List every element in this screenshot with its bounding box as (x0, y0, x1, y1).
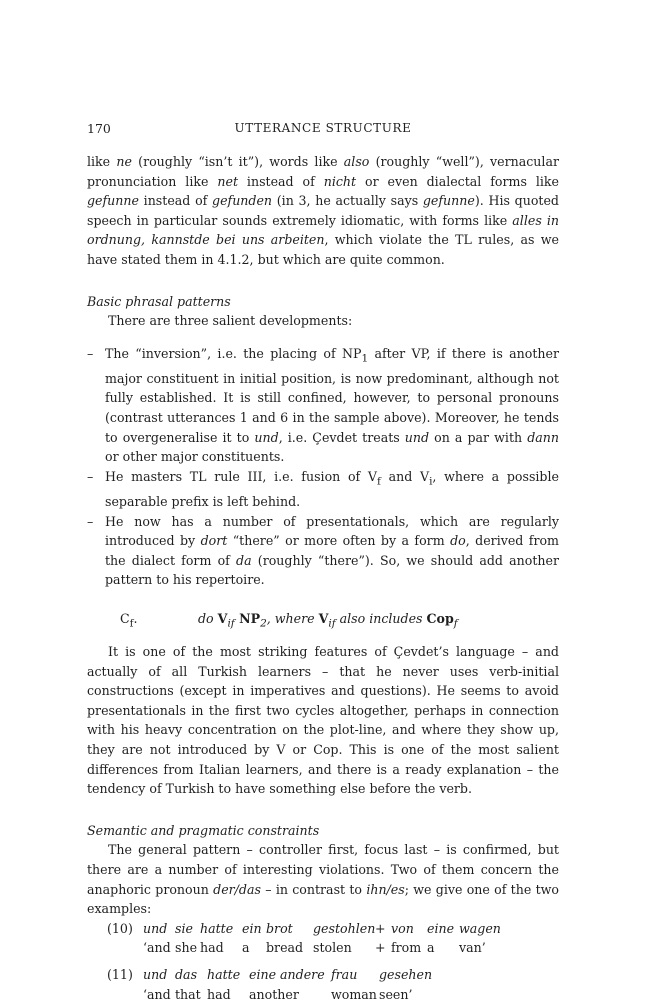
example-number: (10) (107, 920, 133, 936)
gloss-word: she (175, 940, 198, 956)
list-item: – He masters TL rule III, i.e. fusion of $V_f$ and $V_i$, where a possible separable prefix is left behind. (87, 467, 559, 512)
gloss-word: bread (266, 940, 304, 956)
gloss-word: a (427, 940, 435, 956)
list-item: – The “inversion”, i.e. the placing of $NP_1$ after VP, if there is another major constituent in initial position, is now predominant, although not fully established. It is still confined, however, to personal pronouns (contrast utterances 1 and 6 in the sample above). Moreover, he tends to overgeneralise it to und, i.e. Çevdet treats und on a par with dann or other major constituents. (87, 344, 559, 467)
gloss-word: stolen (313, 940, 352, 956)
section-heading-semantic-constraints: Semantic and pragmatic constraints (87, 822, 320, 838)
developments-list (87, 344, 559, 590)
example-11 (107, 965, 559, 1004)
gloss-word: ‘and (143, 940, 171, 956)
page-header (87, 121, 559, 139)
example-original (107, 965, 559, 985)
example-gloss (107, 985, 559, 1004)
example-word: hatte (200, 920, 234, 936)
paragraph-general-pattern: The general pattern – controller first, focus last – is confirmed, but there are a number of interesting violations. Two of them concern the anaphoric pronoun der/das – in contrast to ihn/es; we give one of the two examples: (87, 842, 559, 917)
pattern-formula: $C_f$. do $V_{if}$ $NP_2$, where $V_{if}$ also includes Cop$_f$ (120, 609, 559, 634)
gloss-word: another (249, 986, 299, 1002)
gloss-word: had (200, 940, 224, 956)
example-word: das (175, 966, 198, 982)
gloss-word: had (207, 986, 231, 1002)
gloss-word: seen’ (379, 986, 413, 1002)
example-word: eine (427, 920, 455, 936)
example-word: + (375, 920, 386, 936)
page-number: 170 (87, 121, 111, 136)
example-word: gestohlen (313, 920, 376, 936)
example-word: brot (266, 920, 293, 936)
example-10 (107, 919, 559, 958)
list-item: – He now has a number of presentationals, which are regularly introduced by dort “there” or more often by a form do, derived from the dialect form of da (roughly “there”). So, we should add another pattern to his repertoire. (87, 512, 559, 590)
example-word: von (391, 920, 414, 936)
formula-label: $C_f$. (120, 610, 138, 630)
example-word: wagen (459, 920, 501, 936)
example-gloss (107, 938, 559, 958)
running-title: UTTERANCE STRUCTURE (234, 121, 412, 135)
example-word: und (143, 920, 168, 936)
gloss-word: a (242, 940, 250, 956)
example-word: hatte (207, 966, 241, 982)
gloss-word: van’ (459, 940, 486, 956)
page-body (87, 152, 559, 1004)
example-word: frau (331, 966, 358, 982)
gloss-word: from (391, 940, 422, 956)
section-heading-basic-phrasal-patterns: Basic phrasal patterns (87, 293, 231, 309)
paragraph-verb-initial: It is one of the most striking features of Çevdet’s language – and actually of all Turkish learners – that he never uses verb-initial constructions (except in imperatives and questions). He seems to avoid presentationals in the first two cycles altogether, perhaps in connection with his heavy concentration on the plot-line, and where they show up, they are not introduced by V or Cop. This is one of the most salient differences from Italian learners, and there is a ready explanation – the tendency of Turkish to have something else before the verb. (87, 644, 559, 797)
example-word: gesehen (379, 966, 433, 982)
gloss-word: woman (331, 986, 377, 1002)
example-word: und (143, 966, 168, 982)
gloss-word: ‘and (143, 986, 171, 1002)
example-word: ein (242, 920, 262, 936)
gloss-word: + (375, 940, 386, 956)
example-word: sie (175, 920, 193, 936)
example-word: eine andere (249, 966, 325, 982)
example-number: (11) (107, 966, 133, 982)
paragraph-continuation: like ne (roughly “isn’t it”), words like also (roughly “well”), vernacular pronunciation like net instead of nicht or even dialectal forms like gefunne instead of gefunden (in 3, he actually says gefunne). His quoted speech in particular sounds extremely idiomatic, with forms like alles in ordnung, kannstde bei uns arbeiten, which violate the TL rules, as we have stated them in 4.1.2, but which are quite common. (87, 154, 559, 267)
section-intro: There are three salient developments: (108, 313, 353, 329)
example-original (107, 919, 559, 939)
gloss-word: that (175, 986, 201, 1002)
